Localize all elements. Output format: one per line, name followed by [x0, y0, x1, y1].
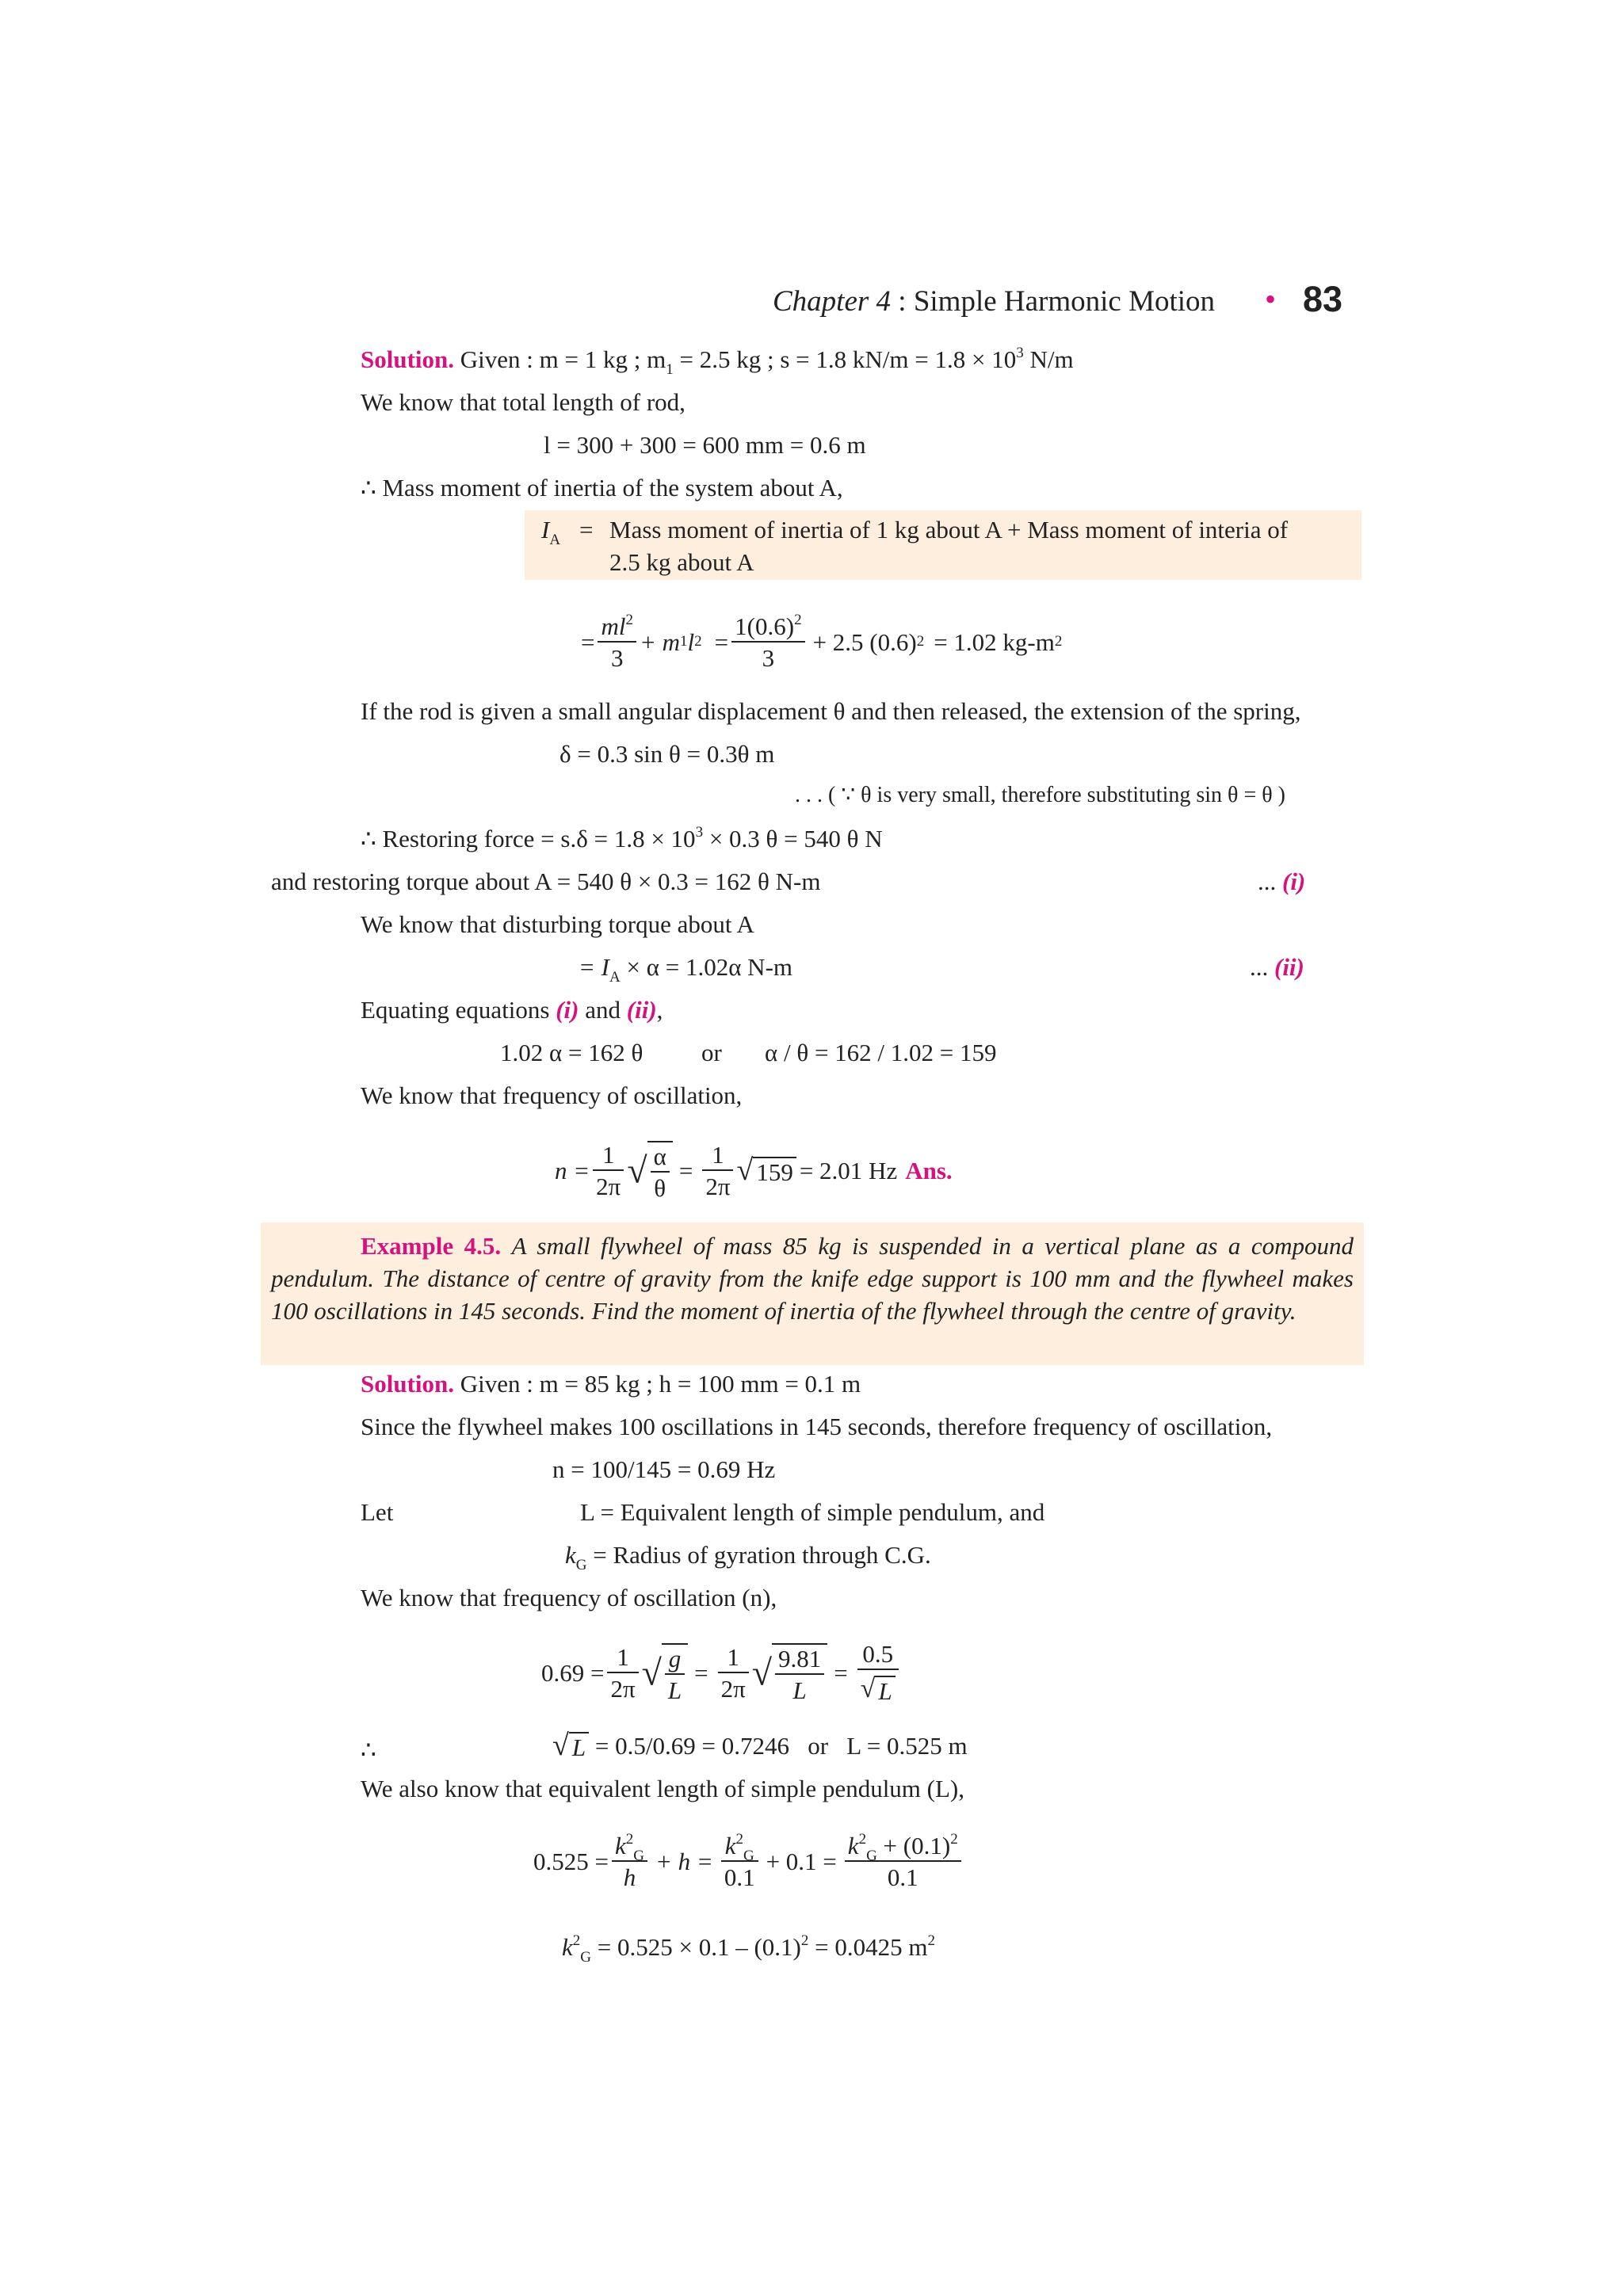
frac-numerator: 1: [702, 1142, 733, 1171]
restoring-force-text: ∴ Restoring force = s.δ = 1.8 × 10: [361, 825, 696, 852]
radical-sign: √: [736, 1154, 754, 1187]
rad-numerator: g: [665, 1646, 685, 1675]
disturbing-torque-equation: [579, 953, 793, 986]
ia-definition-line2: 2.5 kg about A: [609, 548, 754, 576]
answer-label: Ans.: [905, 1156, 953, 1184]
k-sup: 2: [625, 1830, 634, 1848]
example-text: A small flywheel of mass 85 kg is suspended in a vertical plane as a compound pendulum. The distance of centre of gravity from the knife edge support is 100 mm and the flywheel makes 100 oscillations in 145 seconds. Find the moment of inertia of the flywheel through the centre of gravity.: [271, 1232, 1354, 1325]
frac-denominator: 3: [762, 643, 775, 672]
ref-dots: ...: [1250, 953, 1274, 981]
restoring-torque-line: and restoring torque about A = 540 θ × 0.3 = 162 θ N-m: [271, 868, 821, 895]
equating-text: Equating equations: [361, 996, 556, 1024]
ia-lhs: [541, 516, 561, 548]
fraction-kG2-plus-0.01-over-0.1: [845, 1830, 961, 1891]
restoring-force-line: [361, 826, 883, 851]
calc-result: = 1.02 kg-m: [934, 627, 1055, 656]
calc-rest: + 2.5 (0.6): [812, 627, 917, 656]
restoring-force-sup: 3: [695, 824, 704, 841]
k-symbol: k: [565, 1541, 576, 1569]
calc-equals-2: =: [714, 627, 729, 656]
equivalent-length-intro: We also know that equivalent length of simple pendulum (L),: [361, 1775, 964, 1802]
k-sup: 2: [858, 1830, 867, 1848]
unit-sup: 2: [927, 1932, 935, 1949]
fraction-kG2-over-0.1: [721, 1830, 758, 1891]
example-label: Example 4.5.: [361, 1232, 502, 1260]
chapter-separator: :: [898, 285, 907, 318]
frac-denominator-h: h: [623, 1863, 636, 1891]
e-lhs: 0.525 =: [533, 1847, 609, 1875]
radical-sign: √: [860, 1674, 876, 1704]
radical-sign: √: [627, 1150, 647, 1190]
example-4-5: [271, 1230, 1354, 1327]
alpha-or: or: [701, 1039, 722, 1066]
f-equals-2: =: [834, 1658, 848, 1687]
ia-subscript: A: [549, 532, 561, 548]
let-L-definition: L = Equivalent length of simple pendulum, and: [580, 1498, 1045, 1526]
frac-denominator: 2π: [610, 1674, 636, 1703]
frac-numerator-rest: + (0.1): [876, 1831, 951, 1859]
radicand-159: 159: [753, 1157, 796, 1184]
frac-denominator: 2π: [705, 1172, 731, 1200]
running-header: [773, 287, 1215, 316]
k-symbol: k: [562, 1933, 573, 1961]
square-sup: 2: [950, 1830, 958, 1848]
fraction-1-over-2pi: [593, 1142, 624, 1199]
chapter-title: Simple Harmonic Motion: [913, 285, 1216, 318]
equation-ref-i: [1258, 869, 1305, 894]
frac-denominator: 2π: [720, 1674, 746, 1703]
fraction-0.6-squared-over-3: [731, 611, 804, 672]
dt-rest: × α = 1.02α N-m: [620, 953, 793, 981]
rod-length-equation: l = 300 + 300 = 600 mm = 0.6 m: [544, 431, 866, 459]
sqrt-9.81-over-L: [752, 1643, 828, 1703]
equation-ref-ii: [1250, 955, 1304, 979]
n-equals: =: [678, 1156, 693, 1184]
frequency-value: n = 100/145 = 0.69 Hz: [552, 1455, 776, 1483]
rad-numerator: α: [651, 1144, 670, 1173]
frac-denominator: 3: [610, 643, 624, 672]
disturbing-torque-intro: We know that disturbing torque about A: [361, 910, 754, 938]
delta-equation: δ = 0.3 sin θ = 0.3θ m: [559, 740, 775, 768]
frequency-equation: [555, 1135, 953, 1206]
given-subscript: 1: [666, 361, 674, 378]
frac-denominator: 2π: [596, 1172, 621, 1200]
alpha-equation: 1.02 α = 162 θ: [500, 1039, 643, 1066]
sqrt-g-over-L: [642, 1643, 689, 1703]
rad-denominator: θ: [654, 1173, 666, 1202]
sqrtL-line: [552, 1730, 968, 1760]
given-unit: N/m: [1023, 345, 1074, 373]
therefore-symbol: ∴: [361, 1736, 376, 1764]
radical-sign: √: [552, 1729, 569, 1762]
k-symbol: k: [724, 1831, 736, 1859]
header-bullet: •: [1265, 281, 1277, 317]
given-superscript: 3: [1016, 345, 1024, 361]
ref-ii-label: (ii): [1274, 953, 1304, 981]
frac-numerator: 0.5: [857, 1642, 899, 1670]
ia-definition-line1: Mass moment of inertia of 1 kg about A + Mass moment of interia of: [609, 516, 1289, 543]
displacement-intro: If the rod is given a small angular displacement θ and then released, the extension of the spring,: [361, 697, 1301, 725]
rod-intro: We know that total length of rod,: [361, 388, 685, 416]
calc-equals-1: =: [581, 627, 595, 656]
fraction-0.5-over-sqrtL: [857, 1642, 899, 1703]
rad-L: L: [875, 1676, 895, 1703]
k-sub: G: [743, 1847, 754, 1864]
frac-denominator: 0.1: [724, 1863, 755, 1891]
page-number: 83: [1303, 279, 1343, 319]
rad-denominator: L: [667, 1676, 682, 1704]
rad-denominator: L: [792, 1676, 807, 1704]
ref-i-label: (i): [1282, 868, 1306, 895]
given-text-rest: = 2.5 kg ; s = 1.8 kN/m = 1.8 × 10: [673, 345, 1017, 373]
e-plus-h: + h =: [655, 1847, 713, 1875]
k-sub: G: [580, 1949, 591, 1966]
frac-numerator: 1: [593, 1142, 624, 1171]
k-result-line: [562, 1932, 935, 1966]
fraction-1-over-2pi: [718, 1642, 749, 1703]
sqrt-alpha-over-theta: [627, 1141, 673, 1200]
since-line: Since the flywheel makes 100 oscillations in 145 seconds, therefore frequency of oscillation,: [361, 1413, 1273, 1440]
dt-lhs: = I: [579, 953, 609, 981]
sqrtL-result: = 0.5/0.69 = 0.7246 or L = 0.525 m: [589, 1731, 968, 1760]
frac-denominator: 0.1: [887, 1863, 918, 1891]
k-definition-text: = Radius of gyration through C.G.: [586, 1541, 931, 1569]
small-angle-note: . . . ( ∵ θ is very small, therefore substituting sin θ = θ ): [795, 783, 1285, 807]
k-symbol: k: [847, 1831, 859, 1859]
square-sup: 2: [800, 1932, 809, 1949]
k-subscript: G: [575, 1557, 587, 1573]
ia-symbol: I: [541, 516, 550, 543]
solution2-label: Solution.: [361, 1370, 455, 1398]
k-result-value: = 0.0425 m: [808, 1933, 928, 1961]
let-k-definition: [565, 1541, 931, 1573]
given-text: Given : m = 1 kg ; m: [460, 345, 666, 373]
frequency-intro: We know that frequency of oscillation,: [361, 1081, 743, 1109]
radical-sign: √: [751, 1652, 773, 1692]
f-equals-1: =: [694, 1658, 708, 1687]
solution2-given: Given : m = 85 kg ; h = 100 mm = 0.1 m: [460, 1370, 861, 1398]
solution-given-line: [361, 345, 1074, 378]
alpha-ratio: α / θ = 162 / 1.02 = 159: [765, 1039, 997, 1066]
rad-numerator: 9.81: [775, 1646, 824, 1675]
rad-L: L: [569, 1732, 589, 1760]
frequency-intro-2: We know that frequency of oscillation (n),: [361, 1584, 777, 1611]
fraction-kG2-over-h: [612, 1830, 647, 1891]
solution2-given-line: [361, 1371, 861, 1396]
equating-ref-ii: (ii): [626, 996, 657, 1024]
e-plus-0.1: + 0.1 =: [766, 1847, 837, 1875]
equating-line: [361, 997, 663, 1022]
equating-ref-i: (i): [556, 996, 579, 1024]
mmi-intro: ∴ Mass moment of inertia of the system about A,: [361, 474, 843, 502]
k-sub: G: [866, 1847, 877, 1864]
equating-comma: ,: [656, 996, 663, 1024]
k-symbol: k: [614, 1831, 626, 1859]
frac-numerator: ml: [601, 612, 626, 640]
square-sup: 2: [625, 611, 633, 628]
k-sub: G: [633, 1847, 644, 1864]
frac-numerator: 1(0.6): [735, 612, 795, 640]
solution-label: Solution.: [361, 345, 455, 373]
frequency-equation-2: [541, 1636, 902, 1709]
equivalent-length-equation: [533, 1829, 964, 1894]
fraction-1-over-2pi: [607, 1642, 638, 1703]
frac-numerator: 1: [607, 1645, 638, 1673]
ia-equals: =: [579, 516, 594, 543]
n-result: = 2.01 Hz: [799, 1156, 898, 1184]
calc-l: l: [687, 627, 695, 656]
fraction-1-over-2pi: [702, 1142, 733, 1199]
ia-calculation: = $\frac{ml^2}{3}$ + m 1 l 2 = $\frac{1(0.6)^2}{3}$ + 2.5 (0.6) 2 = 1.02 kg-m 2: [581, 611, 1063, 672]
frac-numerator: 1: [718, 1645, 749, 1673]
equating-and: and: [579, 996, 627, 1024]
k-result-text: = 0.525 × 0.1 – (0.1): [591, 1933, 801, 1961]
dt-subscript: A: [609, 969, 621, 986]
k-sup: 2: [735, 1830, 743, 1848]
f-lhs: 0.69 =: [541, 1658, 605, 1687]
chapter-label: Chapter 4: [773, 285, 892, 318]
let-label: Let: [361, 1498, 394, 1526]
k-sup: 2: [572, 1932, 581, 1949]
radical-sign: √: [641, 1652, 662, 1692]
restoring-force-rest: × 0.3 θ = 540 θ N: [703, 825, 883, 852]
n-lhs: n =: [555, 1156, 590, 1184]
ref-dots: ...: [1258, 868, 1282, 895]
calc-plus-m1: + m: [639, 627, 681, 656]
square-sup: 2: [794, 611, 802, 628]
sqrt-159: [736, 1155, 796, 1185]
fraction-ml2-over-3: [598, 611, 636, 672]
